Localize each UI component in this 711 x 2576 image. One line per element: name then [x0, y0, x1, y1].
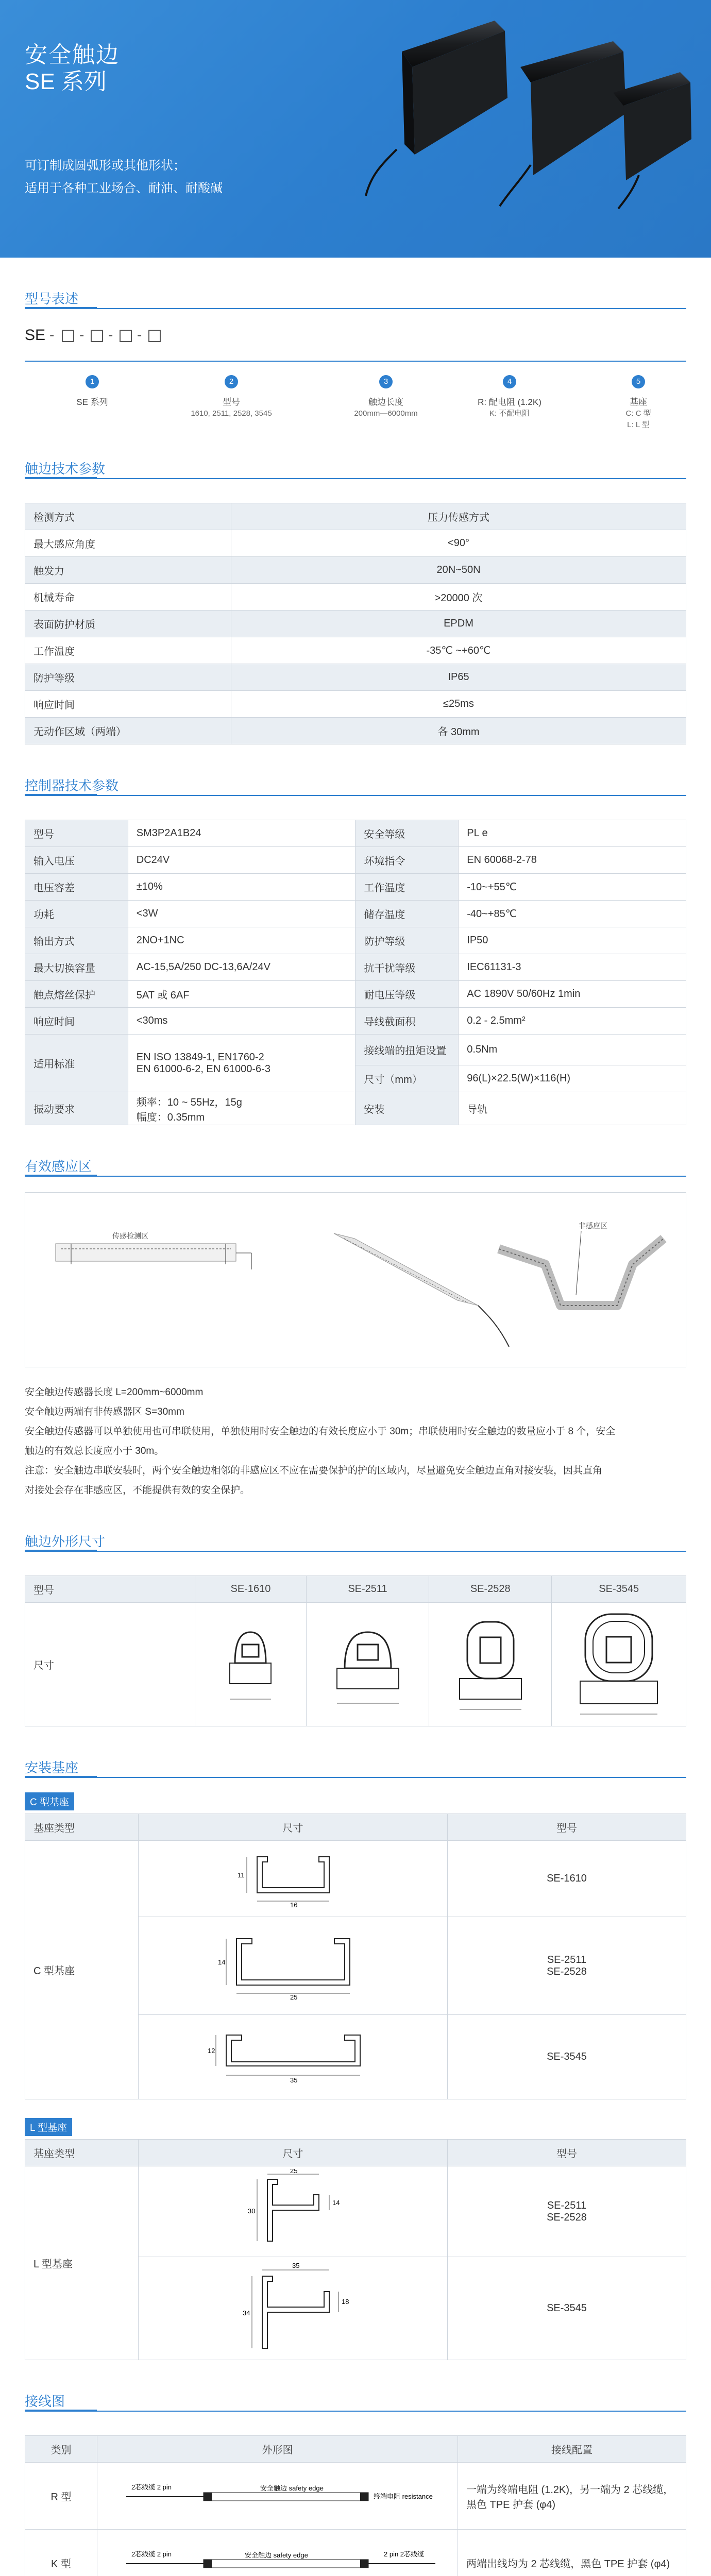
svg-text:12: 12	[207, 2046, 215, 2055]
wiring-table	[25, 2435, 686, 2576]
col-header: 型号	[25, 1576, 195, 1603]
wiring-desc: 两端出线均为 2 芯线缆，黑色 TPE 护套 (φ4)	[458, 2530, 686, 2576]
spec-key: 输入电压	[25, 847, 128, 874]
section-title: 有效感应区	[25, 1159, 92, 1174]
sensing-area-section	[0, 1146, 711, 1500]
wiring-desc: 一端为终端电阻 (1.2K)，另一端为 2 芯线缆，黑色 TPE 护套 (φ4)	[458, 2463, 686, 2530]
spec-value: 频率：10 ~ 55Hz，15g 幅度：0.35mm	[128, 1092, 356, 1125]
spec-value: 96(L)×22.5(W)×116(H)	[459, 1065, 686, 1092]
profile-table	[25, 1575, 686, 1726]
spec-key: 表面防护材质	[25, 611, 231, 637]
spec-row	[25, 1008, 686, 1035]
svg-text:传感检测区: 传感检测区	[112, 1232, 148, 1240]
spec-row	[25, 530, 686, 557]
spec-key: 检测方式	[25, 503, 231, 530]
spec-row	[25, 847, 686, 874]
svg-text:25: 25	[290, 1993, 297, 2001]
spec-row	[25, 1035, 686, 1065]
col-header: SE-3545	[552, 1576, 686, 1603]
spec-value: -40~+85℃	[459, 901, 686, 927]
profile-drawing	[444, 1606, 537, 1720]
sensing-note-line: 安全触边两端有非传感器区 S=30mm	[25, 1406, 184, 1417]
spec-key: 最大感应角度	[25, 530, 231, 557]
divider	[25, 1551, 686, 1552]
spec-value: IP65	[231, 664, 686, 691]
svg-text:非感应区: 非感应区	[579, 1222, 607, 1230]
section-title: 触边技术参数	[25, 461, 106, 477]
spec-key: 输出方式	[25, 927, 128, 954]
spec-row	[25, 718, 686, 744]
hero-desc-line: 可订制成圆弧形或其他形状；	[25, 159, 185, 173]
spec-key: 适用标准	[25, 1035, 128, 1092]
svg-text:2 pin 2芯线缆: 2 pin 2芯线缆	[384, 2550, 425, 2558]
mount-model: SE-3545	[448, 2015, 686, 2099]
code-box	[120, 330, 132, 342]
spec-key: 安装	[356, 1092, 459, 1125]
l-mount-drawing-2	[139, 2257, 448, 2360]
code-box	[91, 330, 103, 342]
spec-key: 工作温度	[356, 874, 459, 901]
spec-row	[25, 664, 686, 691]
spec-value: IP50	[459, 927, 686, 954]
spec-key: 触发力	[25, 557, 231, 584]
spec-key: 安全等级	[356, 820, 459, 847]
divider	[25, 361, 686, 362]
mount-model: SE-2511 SE-2528	[448, 1917, 686, 2015]
sensor-spec-table	[25, 503, 686, 744]
svg-text:2芯线缆 2 pin: 2芯线缆 2 pin	[131, 2483, 172, 2491]
svg-text:安全触边 safety edge: 安全触边 safety edge	[245, 2551, 308, 2559]
spec-key: 接线端的扭矩设置	[356, 1035, 459, 1065]
spec-value: >20000 次	[231, 584, 686, 611]
row-label: 尺寸	[25, 1603, 195, 1726]
divider	[25, 2411, 686, 2412]
profile-section	[0, 1521, 711, 1726]
col-header: 接线配置	[458, 2436, 686, 2463]
spec-row	[25, 954, 686, 981]
code-label: SE 系列	[76, 397, 108, 407]
section-title: 型号表述	[25, 291, 79, 307]
spec-value: <30ms	[128, 1008, 356, 1035]
spec-key: 响应时间	[25, 691, 231, 718]
mount-model: SE-2511 SE-2528	[448, 2166, 686, 2257]
sensing-note-line: 对接处会存在非感应区，不能提供有效的安全保护。	[25, 1485, 250, 1496]
spec-row	[25, 503, 686, 530]
sensor-specs-section	[0, 448, 711, 744]
svg-text:30: 30	[247, 2207, 255, 2215]
code-num: 5	[632, 375, 645, 388]
spec-key: 抗干扰等级	[356, 954, 459, 981]
spec-value: ±10%	[128, 874, 356, 901]
spec-row	[25, 1092, 686, 1125]
spec-row	[25, 901, 686, 927]
mount-model: SE-3545	[448, 2257, 686, 2360]
spec-value: PL e	[459, 820, 686, 847]
spec-row	[25, 557, 686, 584]
c-mount-drawing-3	[139, 2015, 448, 2099]
spec-value: AC-15,5A/250 DC-13,6A/24V	[128, 954, 356, 981]
col-header: 外形图	[97, 2436, 458, 2463]
spec-row	[25, 874, 686, 901]
col-header: 型号	[448, 2140, 686, 2166]
spec-value: SM3P2A1B24	[128, 820, 356, 847]
spec-key: 电压容差	[25, 874, 128, 901]
spec-key: 尺寸（mm）	[356, 1065, 459, 1092]
svg-text:35: 35	[290, 2076, 297, 2084]
col-header: 基座类型	[25, 2140, 139, 2166]
mount-model: SE-1610	[448, 1841, 686, 1917]
l-mount-drawing-1	[139, 2166, 448, 2257]
code-num: 4	[503, 375, 516, 388]
mount-type: C 型基座	[25, 1841, 139, 2099]
divider	[25, 478, 686, 479]
profile-drawing	[321, 1612, 414, 1715]
spec-value: -10~+55℃	[459, 874, 686, 901]
wiring-section	[0, 2381, 711, 2576]
spec-key: 环境指令	[356, 847, 459, 874]
c-mount-drawing-2	[139, 1917, 448, 2015]
col-header: 型号	[448, 1814, 686, 1841]
section-title: 控制器技术参数	[25, 778, 119, 793]
spec-row	[25, 611, 686, 637]
spec-value: 20N~50N	[231, 557, 686, 584]
spec-value: 0.2 - 2.5mm²	[459, 1008, 686, 1035]
model-code: SE - - - - 1 SE 系列 2 型号 1610, 2511, 2528, 3545 3 触边长度 200mm—6000mm 4 R: 配电阻 (1.2K) K: 不配电阻 5 基座 C: C 型 L: L 型	[25, 314, 686, 448]
c-mount-table	[25, 1814, 686, 2099]
spec-key: 工作温度	[25, 637, 231, 664]
col-header: 类别	[25, 2436, 97, 2463]
wiring-type: K 型	[25, 2530, 97, 2576]
hero-desc-line: 适用于各种工业场合、耐油、耐酸碱	[25, 181, 223, 195]
mounting-section	[0, 1747, 711, 2360]
spec-value: DC24V	[128, 847, 356, 874]
spec-row	[25, 927, 686, 954]
spec-value: <90°	[231, 530, 686, 557]
l-mount-table	[25, 2139, 686, 2360]
profile-se2511	[306, 1603, 429, 1726]
spec-value: 各 30mm	[231, 718, 686, 744]
spec-row	[25, 691, 686, 718]
section-title: 接线图	[25, 2394, 65, 2409]
profile-se3545	[552, 1603, 686, 1726]
svg-text:35: 35	[292, 2261, 299, 2269]
divider	[25, 1777, 686, 1778]
col-header: 尺寸	[139, 2140, 448, 2166]
sensing-note-line: 安全触边传感器长度 L=200mm~6000mm	[25, 1387, 204, 1398]
code-label: 触边长度 200mm—6000mm	[354, 397, 418, 418]
section-title: 安装基座	[25, 1760, 79, 1775]
svg-text:2芯线缆 2 pin: 2芯线缆 2 pin	[131, 2550, 172, 2558]
spec-value: 导轨	[459, 1092, 686, 1125]
spec-key: 机械寿命	[25, 584, 231, 611]
wiring-type: R 型	[25, 2463, 97, 2530]
spec-value: <3W	[128, 901, 356, 927]
code-label: 基座 C: C 型 L: L 型	[625, 397, 651, 429]
col-header: 基座类型	[25, 1814, 139, 1841]
spec-key: 无动作区域（两端）	[25, 718, 231, 744]
spec-key: 型号	[25, 820, 128, 847]
profile-drawing	[567, 1604, 670, 1722]
spec-row	[25, 820, 686, 847]
spec-value: ≤25ms	[231, 691, 686, 718]
svg-text:34: 34	[242, 2309, 250, 2317]
sensing-illustration	[25, 1192, 686, 1367]
svg-text:18: 18	[341, 2297, 349, 2306]
spec-key: 导线截面积	[356, 1008, 459, 1035]
spec-key: 防护等级	[356, 927, 459, 954]
spec-value: IEC61131-3	[459, 954, 686, 981]
spec-key: 耐电压等级	[356, 981, 459, 1008]
hero-banner	[0, 0, 711, 258]
hero-subtitle: SE 系列	[25, 69, 107, 94]
code-box	[148, 330, 161, 342]
spec-row	[25, 981, 686, 1008]
divider	[25, 308, 686, 309]
spec-row	[25, 637, 686, 664]
sensing-note-line: 安全触边传感器可以单独使用也可串联使用，单独使用时安全触边的有效长度应小于 30m；串联使用时安全触边的数量应小于 8 个，安全	[25, 1426, 616, 1437]
c-mount-drawing-1	[139, 1841, 448, 1917]
code-num: 1	[86, 375, 99, 388]
sensing-note-line: 触边的有效总长度应小于 30m。	[25, 1446, 164, 1456]
sub-title: C 型基座	[25, 1792, 74, 1810]
profile-drawing	[209, 1612, 292, 1715]
spec-key: 触点熔丝保护	[25, 981, 128, 1008]
spec-row	[25, 584, 686, 611]
spec-value: 2NO+1NC	[128, 927, 356, 954]
sensing-diagram	[25, 1192, 686, 1383]
svg-text:14: 14	[217, 1958, 225, 1966]
divider	[25, 795, 686, 796]
svg-text:安全触边 safety edge: 安全触边 safety edge	[260, 2484, 324, 2492]
spec-value: EN ISO 13849-1, EN1760-2 EN 61000-6-2, EN 61000-6-3	[128, 1035, 356, 1092]
profile-se1610	[195, 1603, 307, 1726]
controller-specs-section	[0, 765, 711, 1125]
section-title: 触边外形尺寸	[25, 1534, 106, 1549]
svg-text:11: 11	[237, 1871, 244, 1879]
col-header: SE-2511	[306, 1576, 429, 1603]
code-label: R: 配电阻 (1.2K) K: 不配电阻	[478, 397, 541, 418]
spec-key: 响应时间	[25, 1008, 128, 1035]
spec-value: 0.5Nm	[459, 1035, 686, 1065]
spec-value: EN 60068-2-78	[459, 847, 686, 874]
spec-value: -35℃ ~+60℃	[231, 637, 686, 664]
sensing-notes	[25, 1383, 686, 1500]
controller-spec-table	[25, 820, 686, 1125]
hero-title: 安全触边	[25, 42, 120, 67]
wiring-drawing-r	[97, 2463, 458, 2530]
model-code-section	[0, 278, 711, 448]
spec-key: 防护等级	[25, 664, 231, 691]
svg-text:14: 14	[332, 2198, 340, 2207]
col-header: SE-2528	[429, 1576, 552, 1603]
wiring-drawing-k	[97, 2530, 458, 2576]
profile-se2528	[429, 1603, 552, 1726]
spec-value: EPDM	[231, 611, 686, 637]
svg-text:25: 25	[290, 2168, 297, 2175]
col-header: SE-1610	[195, 1576, 307, 1603]
col-header: 尺寸	[139, 1814, 448, 1841]
model-prefix: SE	[25, 327, 46, 344]
svg-text:16: 16	[290, 1901, 297, 1908]
spec-key: 最大切换容量	[25, 954, 128, 981]
sensing-note-line: 注意：安全触边串联安装时，两个安全触边相邻的非感应区不应在需要保护的护的区域内，尽量避免安全触边直角对接安装，因其直角	[25, 1465, 603, 1476]
product-photo	[325, 10, 696, 216]
spec-value: 5AT 或 6AF	[128, 981, 356, 1008]
divider	[25, 1176, 686, 1177]
spec-value: 压力传感方式	[231, 503, 686, 530]
code-box	[62, 330, 74, 342]
svg-text:终端电阻 resistance: 终端电阻 resistance	[374, 2492, 433, 2500]
spec-key: 功耗	[25, 901, 128, 927]
hero-description	[25, 155, 223, 200]
code-label: 型号 1610, 2511, 2528, 3545	[191, 397, 272, 418]
spec-key: 储存温度	[356, 901, 459, 927]
code-num: 3	[379, 375, 393, 388]
mount-type: L 型基座	[25, 2166, 139, 2360]
spec-value: AC 1890V 50/60Hz 1min	[459, 981, 686, 1008]
code-num: 2	[225, 375, 238, 388]
spec-key: 振动要求	[25, 1092, 128, 1125]
sub-title: L 型基座	[25, 2118, 72, 2136]
